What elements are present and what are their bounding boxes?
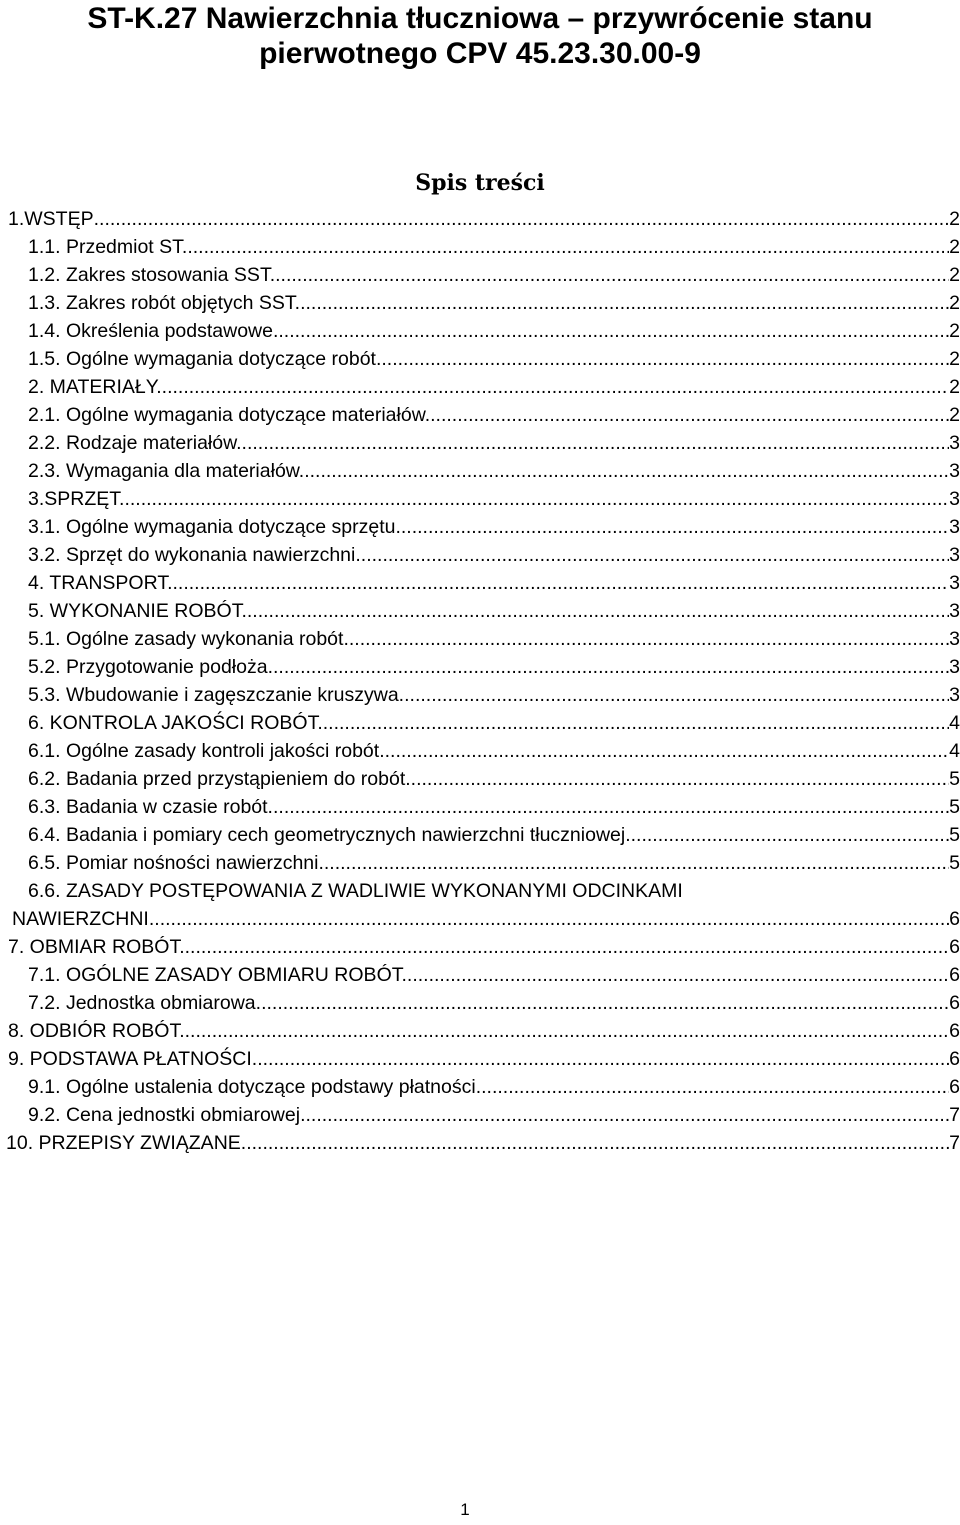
toc-entry-page: 6 xyxy=(949,936,960,958)
toc-heading: Spis treści xyxy=(415,170,545,196)
toc-entry-label: NAWIERZCHNI. xyxy=(12,908,155,930)
toc-entry[interactable] xyxy=(0,205,960,233)
toc-leader-dots xyxy=(401,513,949,541)
toc-entry-label: 5. WYKONANIE ROBÓT. xyxy=(28,600,247,622)
toc-entry[interactable] xyxy=(0,597,960,625)
toc-entry[interactable] xyxy=(0,233,960,261)
toc-entry-page: 2 xyxy=(949,320,960,342)
toc-leader-dots xyxy=(261,989,949,1017)
toc-entry[interactable] xyxy=(0,513,960,541)
toc-leader-dots xyxy=(300,289,949,317)
toc-leader-dots xyxy=(242,429,950,457)
toc-entry[interactable] xyxy=(0,1101,960,1129)
toc-entry-page: 3 xyxy=(949,432,960,454)
toc-entry-label: 5.3. Wbudowanie i zagęszczanie kruszywa. xyxy=(28,684,405,706)
toc-entry[interactable] xyxy=(0,401,960,429)
toc-entry-page: 6 xyxy=(949,1020,960,1042)
toc-entry-label: 2.3. Wymagania dla materiałów. xyxy=(28,460,305,482)
toc-entry[interactable] xyxy=(0,989,960,1017)
toc-entry-continuation[interactable] xyxy=(0,905,960,933)
toc-entry[interactable] xyxy=(0,261,960,289)
toc-entry-label: 9. PODSTAWA PŁATNOŚCI. xyxy=(8,1048,258,1070)
toc-entry[interactable] xyxy=(0,849,960,877)
toc-leader-dots xyxy=(124,485,949,513)
toc-entry-label: 2.1. Ogólne wymagania dotyczące materiałów. xyxy=(28,404,431,426)
toc-entry-page: 2 xyxy=(949,348,960,370)
toc-entry-label: 5.2. Przygotowanie podłoża. xyxy=(28,656,273,678)
toc-entry[interactable] xyxy=(0,457,960,485)
toc-entry[interactable] xyxy=(0,765,960,793)
table-of-contents xyxy=(0,205,960,1157)
toc-leader-dots xyxy=(275,261,949,289)
toc-entry[interactable] xyxy=(0,737,960,765)
toc-entry-page: 7 xyxy=(949,1132,960,1154)
toc-entry[interactable] xyxy=(0,1073,960,1101)
toc-entry-label: 7.1. OGÓLNE ZASADY OBMIARU ROBÓT. xyxy=(28,964,407,986)
toc-leader-dots xyxy=(631,821,950,849)
toc-entry-label: 3.SPRZĘT. xyxy=(28,488,125,510)
toc-entry-page: 6 xyxy=(949,1048,960,1070)
toc-entry-label: 1.2. Zakres stosowania SST. xyxy=(28,264,276,286)
toc-entry-label: 9.1. Ogólne ustalenia dotyczące podstawy płatności. xyxy=(28,1076,482,1098)
toc-entry[interactable] xyxy=(0,821,960,849)
toc-entry[interactable] xyxy=(0,1017,960,1045)
toc-leader-dots xyxy=(257,1045,949,1073)
toc-leader-dots xyxy=(187,233,949,261)
toc-entry-label: 3.2. Sprzęt do wykonania nawierzchni. xyxy=(28,544,361,566)
toc-entry[interactable] xyxy=(0,429,960,457)
toc-leader-dots xyxy=(185,1017,950,1045)
toc-entry-label: 1.3. Zakres robót objętych SST. xyxy=(28,292,301,314)
toc-leader-dots xyxy=(185,933,950,961)
toc-entry-page: 3 xyxy=(949,572,960,594)
toc-entry-label: 2. MATERIAŁY. xyxy=(28,376,162,398)
toc-entry-label: 6.4. Badania i pomiary cech geometrycznych nawierzchni tłuczniowej. xyxy=(28,824,631,846)
toc-entry-page: 6 xyxy=(949,1076,960,1098)
toc-entry[interactable] xyxy=(0,877,960,905)
toc-entry-page: 3 xyxy=(949,516,960,538)
toc-entry-label: 1.WSTĘP xyxy=(8,208,94,230)
toc-entry-label: 5.1. Ogólne zasady wykonania robót. xyxy=(28,628,349,650)
toc-entry-label: 4. TRANSPORT. xyxy=(28,572,173,594)
toc-entry[interactable] xyxy=(0,681,960,709)
toc-entry-page: 2 xyxy=(949,264,960,286)
toc-entry[interactable] xyxy=(0,289,960,317)
toc-entry-page: 4 xyxy=(949,740,960,762)
toc-leader-dots xyxy=(481,1073,949,1101)
toc-leader-dots xyxy=(247,597,949,625)
toc-leader-dots xyxy=(273,653,949,681)
toc-entry-label: 6.5. Pomiar nośności nawierzchni. xyxy=(28,852,324,874)
toc-leader-dots xyxy=(404,681,949,709)
toc-entry-page: 6 xyxy=(949,992,960,1014)
toc-entry-label: 6. KONTROLA JAKOŚCI ROBÓT. xyxy=(28,712,323,734)
toc-leader-dots xyxy=(430,401,949,429)
toc-entry[interactable] xyxy=(0,1045,960,1073)
toc-entry-label: 9.2. Cena jednostki obmiarowej. xyxy=(28,1104,306,1126)
toc-entry-page: 3 xyxy=(949,684,960,706)
toc-entry-page: 4 xyxy=(949,712,960,734)
toc-entry[interactable] xyxy=(0,485,960,513)
toc-entry-label: 6.6. ZASADY POSTĘPOWANIA Z WADLIWIE WYKONANYMI ODCINKAMI xyxy=(28,880,683,902)
toc-entry[interactable] xyxy=(0,961,960,989)
toc-entry-page: 5 xyxy=(949,796,960,818)
toc-entry-label: 6.1. Ogólne zasady kontroli jakości robót. xyxy=(28,740,385,762)
toc-leader-dots xyxy=(411,765,949,793)
toc-entry-page: 7 xyxy=(949,1104,960,1126)
toc-entry-page: 5 xyxy=(949,768,960,790)
toc-entry-label: 1.5. Ogólne wymagania dotyczące robót. xyxy=(28,348,382,370)
toc-entry[interactable] xyxy=(0,1129,960,1157)
document-title xyxy=(0,0,960,71)
toc-entry-page: 2 xyxy=(949,292,960,314)
toc-entry-label: 10. PRZEPISY ZWIĄZANE. xyxy=(6,1132,247,1154)
toc-leader-dots xyxy=(306,1101,950,1129)
toc-leader-dots xyxy=(154,905,949,933)
toc-leader-dots xyxy=(349,625,949,653)
toc-entry[interactable] xyxy=(0,541,960,569)
toc-entry-page: 3 xyxy=(949,628,960,650)
toc-entry[interactable] xyxy=(0,569,960,597)
toc-leader-dots xyxy=(94,205,950,233)
page-number: 1 xyxy=(460,1500,470,1519)
toc-leader-dots xyxy=(324,849,949,877)
toc-entry-label: 1.4. Określenia podstawowe. xyxy=(28,320,279,342)
toc-entry-page: 5 xyxy=(949,852,960,874)
toc-entry-label: 3.1. Ogólne wymagania dotyczące sprzętu. xyxy=(28,516,401,538)
toc-entry-label: 7. OBMIAR ROBÓT. xyxy=(8,936,185,958)
toc-entry-label: 1.1. Przedmiot ST. xyxy=(28,236,188,258)
toc-leader-dots xyxy=(323,709,949,737)
toc-entry-page: 2 xyxy=(949,376,960,398)
toc-entry[interactable] xyxy=(0,793,960,821)
toc-leader-dots xyxy=(246,1129,949,1157)
toc-entry[interactable] xyxy=(0,317,960,345)
toc-entry-page: 3 xyxy=(949,600,960,622)
toc-entry-page: 3 xyxy=(949,488,960,510)
toc-entry-page: 6 xyxy=(949,908,960,930)
toc-leader-dots xyxy=(273,793,949,821)
toc-entry[interactable] xyxy=(0,709,960,737)
toc-leader-dots xyxy=(385,737,950,765)
document-title-line-1: ST-K.27 Nawierzchnia tłuczniowa – przywrócenie stanu xyxy=(87,2,873,35)
toc-leader-dots xyxy=(381,345,949,373)
toc-entry-page: 2 xyxy=(949,208,960,230)
toc-entry-page: 3 xyxy=(949,460,960,482)
toc-entry-label: 8. ODBIÓR ROBÓT. xyxy=(8,1020,185,1042)
toc-entry-label: 6.3. Badania w czasie robót. xyxy=(28,796,273,818)
toc-entry-page: 3 xyxy=(949,656,960,678)
toc-entry[interactable] xyxy=(0,653,960,681)
toc-entry-label: 7.2. Jednostka obmiarowa. xyxy=(28,992,262,1014)
document-title-line-2: pierwotnego CPV 45.23.30.00-9 xyxy=(259,37,701,70)
toc-leader-dots xyxy=(304,457,949,485)
toc-leader-dots xyxy=(407,961,949,989)
toc-entry[interactable] xyxy=(0,345,960,373)
toc-leader-dots xyxy=(278,317,949,345)
toc-entry[interactable] xyxy=(0,625,960,653)
toc-entry[interactable] xyxy=(0,373,960,401)
toc-entry-page: 2 xyxy=(949,236,960,258)
toc-entry-page: 3 xyxy=(949,544,960,566)
toc-leader-dots xyxy=(173,569,950,597)
toc-leader-dots xyxy=(162,373,949,401)
toc-entry-page: 6 xyxy=(949,964,960,986)
toc-entry-page: 2 xyxy=(949,404,960,426)
toc-entry-label: 6.2. Badania przed przystąpieniem do robót. xyxy=(28,768,411,790)
toc-entry-label: 2.2. Rodzaje materiałów. xyxy=(28,432,242,454)
toc-leader-dots xyxy=(361,541,949,569)
toc-entry[interactable] xyxy=(0,933,960,961)
toc-entry-page: 5 xyxy=(949,824,960,846)
